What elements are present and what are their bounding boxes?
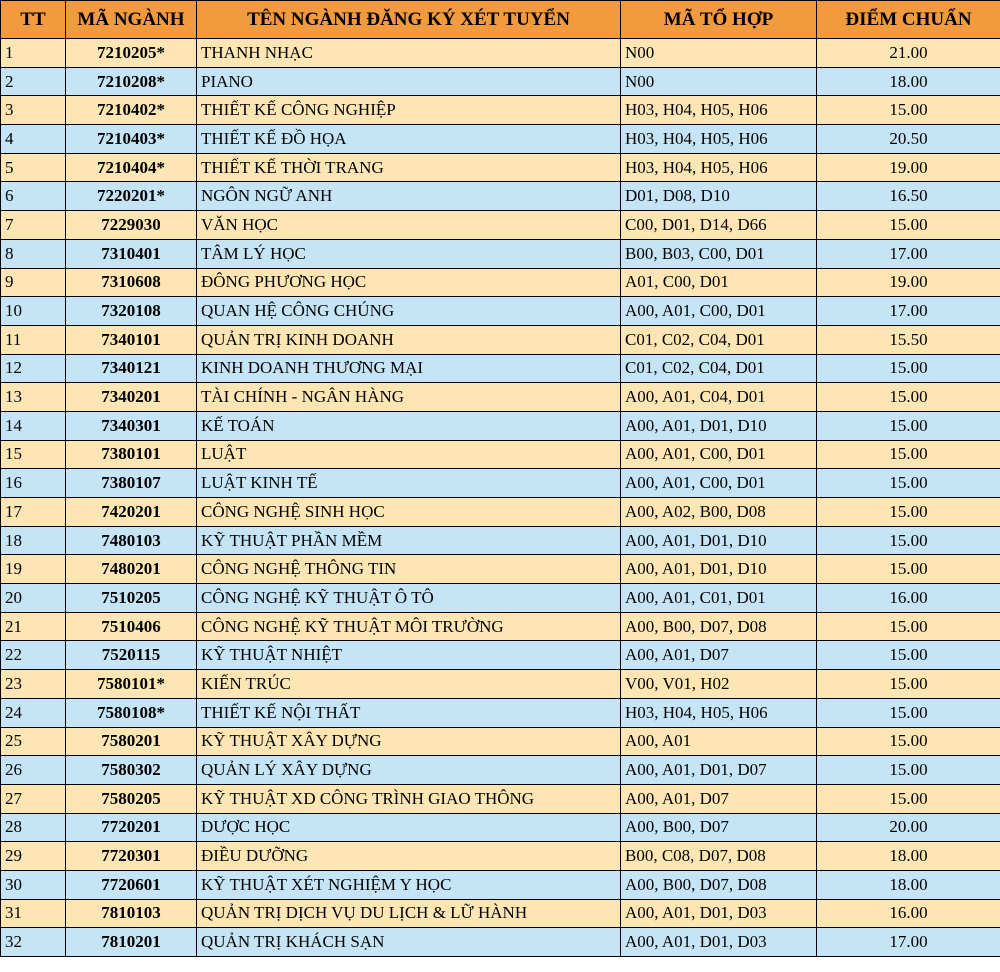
major-name: TÀI CHÍNH - NGÂN HÀNG [197,383,621,412]
subject-combination: A00, A01, D01, D07 [621,756,817,785]
major-name: THANH NHẠC [197,39,621,68]
subject-combination: A00, A01, D07 [621,784,817,813]
subject-combination: C00, D01, D14, D66 [621,211,817,240]
table-row [1,842,1000,871]
table-row [1,211,1000,240]
table-row [1,153,1000,182]
table-row [1,784,1000,813]
major-name: KỸ THUẬT XÉT NGHIỆM Y HỌC [197,870,621,899]
major-code: 7210402* [66,96,197,125]
row-number: 27 [1,784,66,813]
major-name: NGÔN NGỮ ANH [197,182,621,211]
row-number: 1 [1,39,66,68]
benchmark-score: 15.00 [817,756,1000,785]
benchmark-score: 17.00 [817,297,1000,326]
subject-combination: H03, H04, H05, H06 [621,96,817,125]
major-code: 7220201* [66,182,197,211]
major-name: THIẾT KẾ NỘI THẤT [197,698,621,727]
header-name: TÊN NGÀNH ĐĂNG KÝ XÉT TUYỂN [197,1,621,39]
table-row [1,411,1000,440]
benchmark-score: 19.00 [817,153,1000,182]
major-code: 7580108* [66,698,197,727]
benchmark-score: 18.00 [817,870,1000,899]
row-number: 15 [1,440,66,469]
benchmark-score: 15.00 [817,555,1000,584]
major-name: DƯỢC HỌC [197,813,621,842]
table-row [1,96,1000,125]
table-row [1,297,1000,326]
row-number: 6 [1,182,66,211]
benchmark-score: 15.00 [817,698,1000,727]
benchmark-score: 15.00 [817,670,1000,699]
major-name: THIẾT KẾ ĐỒ HỌA [197,125,621,154]
table-row [1,239,1000,268]
major-name: QUẢN TRỊ KINH DOANH [197,325,621,354]
row-number: 31 [1,899,66,928]
subject-combination: C01, C02, C04, D01 [621,325,817,354]
major-code: 7520115 [66,641,197,670]
subject-combination: A00, B00, D07, D08 [621,612,817,641]
subject-combination: V00, V01, H02 [621,670,817,699]
subject-combination: C01, C02, C04, D01 [621,354,817,383]
table-row [1,268,1000,297]
header-row [1,1,1000,39]
benchmark-score: 15.00 [817,354,1000,383]
row-number: 16 [1,469,66,498]
major-code: 7420201 [66,498,197,527]
row-number: 7 [1,211,66,240]
major-name: THIẾT KẾ CÔNG NGHIỆP [197,96,621,125]
subject-combination: N00 [621,39,817,68]
benchmark-score: 20.50 [817,125,1000,154]
major-name: PIANO [197,67,621,96]
major-name: ĐIỀU DƯỠNG [197,842,621,871]
row-number: 26 [1,756,66,785]
benchmark-score: 15.00 [817,383,1000,412]
row-number: 20 [1,584,66,613]
row-number: 28 [1,813,66,842]
benchmark-score: 15.00 [817,784,1000,813]
major-name: VĂN HỌC [197,211,621,240]
row-number: 21 [1,612,66,641]
major-name: LUẬT [197,440,621,469]
row-number: 30 [1,870,66,899]
row-number: 4 [1,125,66,154]
benchmark-score: 17.00 [817,239,1000,268]
row-number: 2 [1,67,66,96]
major-name: CÔNG NGHỆ KỸ THUẬT Ô TÔ [197,584,621,613]
benchmark-score: 15.00 [817,440,1000,469]
subject-combination: A00, A01, C00, D01 [621,297,817,326]
major-name: KỸ THUẬT XD CÔNG TRÌNH GIAO THÔNG [197,784,621,813]
major-code: 7380101 [66,440,197,469]
table-row [1,870,1000,899]
major-code: 7310608 [66,268,197,297]
major-code: 7210208* [66,67,197,96]
row-number: 12 [1,354,66,383]
row-number: 10 [1,297,66,326]
benchmark-score: 21.00 [817,39,1000,68]
major-name: KỸ THUẬT XÂY DỰNG [197,727,621,756]
row-number: 14 [1,411,66,440]
subject-combination: A00, A01, C01, D01 [621,584,817,613]
benchmark-score: 15.00 [817,498,1000,527]
table-row [1,756,1000,785]
benchmark-score: 16.00 [817,899,1000,928]
table-row [1,555,1000,584]
benchmark-score: 15.00 [817,526,1000,555]
benchmark-score: 15.50 [817,325,1000,354]
major-name: KỸ THUẬT PHẦN MỀM [197,526,621,555]
subject-combination: A00, A01, D01, D03 [621,899,817,928]
benchmark-score: 15.00 [817,612,1000,641]
subject-combination: H03, H04, H05, H06 [621,153,817,182]
major-name: KINH DOANH THƯƠNG MẠI [197,354,621,383]
subject-combination: A00, A01, C00, D01 [621,440,817,469]
major-code: 7810201 [66,928,197,957]
major-code: 7340121 [66,354,197,383]
major-code: 7580205 [66,784,197,813]
row-number: 19 [1,555,66,584]
benchmark-score: 15.00 [817,727,1000,756]
subject-combination: A00, B00, D07 [621,813,817,842]
major-code: 7580101* [66,670,197,699]
subject-combination: A00, A01, D01, D10 [621,555,817,584]
major-name: QUẢN TRỊ DỊCH VỤ DU LỊCH & LỮ HÀNH [197,899,621,928]
subject-combination: A00, A01, C04, D01 [621,383,817,412]
benchmark-score: 15.00 [817,411,1000,440]
major-name: TÂM LÝ HỌC [197,239,621,268]
table-row [1,813,1000,842]
header-tt: TT [1,1,66,39]
major-code: 7340201 [66,383,197,412]
row-number: 24 [1,698,66,727]
major-code: 7210403* [66,125,197,154]
major-name: QUẢN TRỊ KHÁCH SẠN [197,928,621,957]
subject-combination: B00, C08, D07, D08 [621,842,817,871]
major-code: 7229030 [66,211,197,240]
row-number: 8 [1,239,66,268]
major-code: 7210205* [66,39,197,68]
major-code: 7720301 [66,842,197,871]
benchmark-score: 20.00 [817,813,1000,842]
major-name: KỸ THUẬT NHIỆT [197,641,621,670]
subject-combination: A00, A01, D07 [621,641,817,670]
table-row [1,899,1000,928]
benchmark-score: 15.00 [817,641,1000,670]
row-number: 29 [1,842,66,871]
row-number: 32 [1,928,66,957]
major-code: 7340301 [66,411,197,440]
table-row [1,325,1000,354]
table-row [1,612,1000,641]
table-row [1,354,1000,383]
subject-combination: A00, A01, D01, D03 [621,928,817,957]
benchmark-score: 16.50 [817,182,1000,211]
subject-combination: D01, D08, D10 [621,182,817,211]
major-code: 7480103 [66,526,197,555]
major-name: QUAN HỆ CÔNG CHÚNG [197,297,621,326]
major-code: 7810103 [66,899,197,928]
table-row [1,383,1000,412]
table-row [1,182,1000,211]
subject-combination: A00, A02, B00, D08 [621,498,817,527]
subject-combination: A00, A01 [621,727,817,756]
row-number: 13 [1,383,66,412]
benchmark-score: 18.00 [817,842,1000,871]
benchmark-score: 15.00 [817,469,1000,498]
table-row [1,670,1000,699]
major-code: 7510406 [66,612,197,641]
table-row [1,526,1000,555]
subject-combination: H03, H04, H05, H06 [621,698,817,727]
row-number: 18 [1,526,66,555]
table-body [1,39,1000,957]
subject-combination: A00, A01, D01, D10 [621,411,817,440]
subject-combination: N00 [621,67,817,96]
table-row [1,67,1000,96]
row-number: 22 [1,641,66,670]
table-row [1,584,1000,613]
table-row [1,727,1000,756]
major-code: 7210404* [66,153,197,182]
table-row [1,641,1000,670]
major-name: CÔNG NGHỆ SINH HỌC [197,498,621,527]
major-name: KẾ TOÁN [197,411,621,440]
subject-combination: A00, B00, D07, D08 [621,870,817,899]
benchmark-score: 15.00 [817,211,1000,240]
table-row [1,928,1000,957]
major-code: 7720601 [66,870,197,899]
major-name: CÔNG NGHỆ THÔNG TIN [197,555,621,584]
subject-combination: A00, A01, D01, D10 [621,526,817,555]
row-number: 5 [1,153,66,182]
major-name: CÔNG NGHỆ KỸ THUẬT MÔI TRƯỜNG [197,612,621,641]
major-name: LUẬT KINH TẾ [197,469,621,498]
major-code: 7310401 [66,239,197,268]
row-number: 3 [1,96,66,125]
major-code: 7340101 [66,325,197,354]
subject-combination: A01, C00, D01 [621,268,817,297]
header-code: MÃ NGÀNH [66,1,197,39]
table-row [1,698,1000,727]
table-row [1,125,1000,154]
subject-combination: B00, B03, C00, D01 [621,239,817,268]
header-score: ĐIỂM CHUẨN [817,1,1000,39]
major-name: THIẾT KẾ THỜI TRANG [197,153,621,182]
row-number: 25 [1,727,66,756]
table-header [1,1,1000,39]
major-code: 7580201 [66,727,197,756]
major-code: 7720201 [66,813,197,842]
benchmark-score: 17.00 [817,928,1000,957]
row-number: 11 [1,325,66,354]
major-code: 7580302 [66,756,197,785]
major-name: QUẢN LÝ XÂY DỰNG [197,756,621,785]
benchmark-score: 19.00 [817,268,1000,297]
table-row [1,469,1000,498]
header-combo: MÃ TỔ HỢP [621,1,817,39]
subject-combination: A00, A01, C00, D01 [621,469,817,498]
table-row [1,440,1000,469]
major-code: 7380107 [66,469,197,498]
row-number: 9 [1,268,66,297]
major-code: 7510205 [66,584,197,613]
row-number: 23 [1,670,66,699]
major-name: ĐÔNG PHƯƠNG HỌC [197,268,621,297]
table-row [1,498,1000,527]
subject-combination: H03, H04, H05, H06 [621,125,817,154]
benchmark-score: 16.00 [817,584,1000,613]
major-code: 7320108 [66,297,197,326]
row-number: 17 [1,498,66,527]
table-row [1,39,1000,68]
major-name: KIẾN TRÚC [197,670,621,699]
benchmark-score: 18.00 [817,67,1000,96]
benchmark-score: 15.00 [817,96,1000,125]
major-code: 7480201 [66,555,197,584]
